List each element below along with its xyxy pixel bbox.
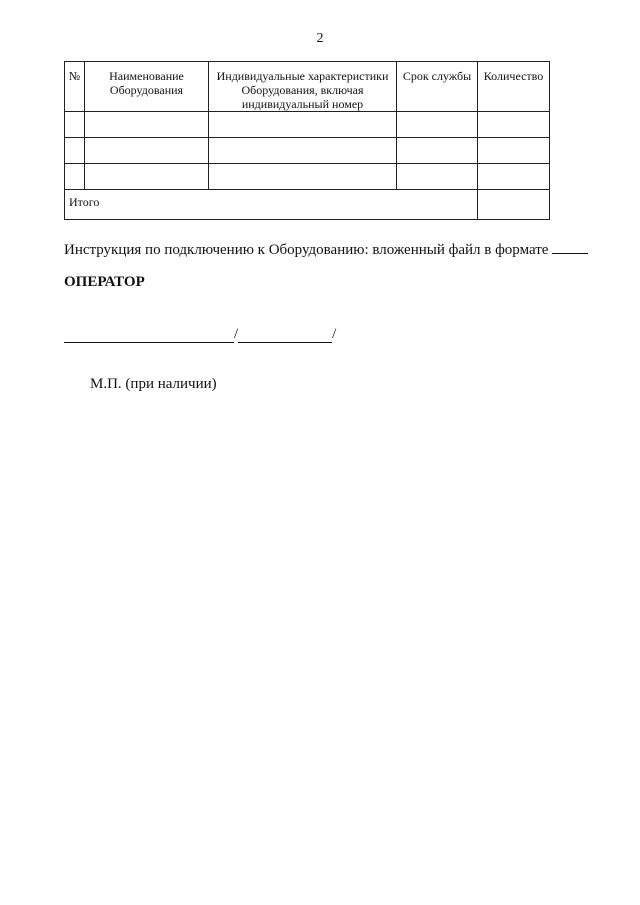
equipment-table — [64, 61, 550, 220]
table-cell — [85, 164, 209, 190]
table-cell — [209, 164, 397, 190]
table-cell — [209, 112, 397, 138]
table-cell — [209, 138, 397, 164]
signature-blank — [64, 326, 234, 343]
table-cell — [65, 112, 85, 138]
table-row — [65, 112, 550, 138]
header-characteristics: Индивидуальные характеристики Оборудования, включая индивидуальный номер — [209, 62, 397, 112]
total-quantity-cell — [478, 190, 550, 220]
instruction-line — [64, 239, 588, 259]
header-equipment-name: Наименование Оборудования — [85, 62, 209, 112]
table-header-row — [65, 62, 550, 112]
table-cell — [397, 164, 478, 190]
header-quantity: Количество — [478, 62, 550, 112]
signature-separator-end: / — [332, 326, 337, 342]
table-cell — [65, 164, 85, 190]
format-blank-line — [552, 239, 588, 254]
instruction-text: Инструкция по подключению к Оборудованию: вложенный файл в формате — [64, 242, 549, 258]
table-cell — [397, 138, 478, 164]
table-cell — [397, 112, 478, 138]
page-number: 2 — [316, 31, 324, 46]
table-cell — [85, 112, 209, 138]
table-cell — [85, 138, 209, 164]
table-cell — [65, 138, 85, 164]
table-row — [65, 164, 550, 190]
table-cell — [478, 138, 550, 164]
table-total-row — [65, 190, 550, 220]
table-cell — [478, 164, 550, 190]
stamp-note: М.П. (при наличии) — [90, 376, 217, 392]
signature-separator: / — [234, 326, 239, 342]
signature-name-blank — [238, 326, 332, 343]
total-label: Итого — [65, 190, 478, 220]
operator-title: ОПЕРАТОР — [64, 274, 145, 290]
signature-line — [64, 326, 336, 343]
table-cell — [478, 112, 550, 138]
header-service-life: Срок службы — [397, 62, 478, 112]
header-number: № — [65, 62, 85, 112]
table-row — [65, 138, 550, 164]
